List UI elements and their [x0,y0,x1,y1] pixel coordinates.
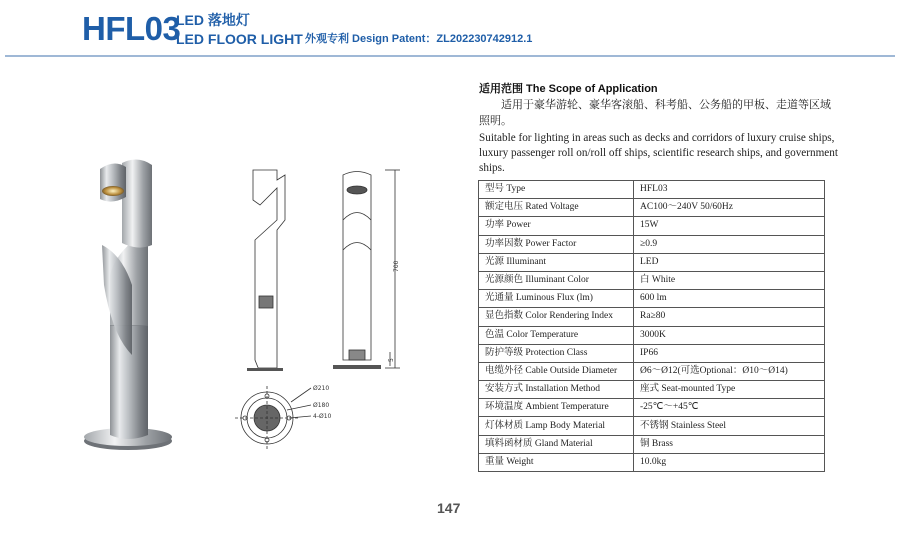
table-row [479,399,825,417]
table-row [479,326,825,344]
spec-label: 额定电压 Rated Voltage [479,199,634,217]
spec-label: 光源 Illuminant [479,253,634,271]
spec-value: IP66 [634,344,825,362]
spec-value: LED [634,253,825,271]
dim-holes-label: 4-Ø10 [313,413,332,420]
lamp-glow [102,186,124,196]
front-view-slant-lower [343,243,371,251]
front-view-slant [343,213,371,221]
spec-label: 光通量 Luminous Flux (lm) [479,290,634,308]
dim-small-label: 5 [388,358,395,362]
leader-holes [289,416,311,418]
spec-label: 防护等级 Protection Class [479,344,634,362]
spec-value: 不锈钢 Stainless Steel [634,417,825,435]
front-view-foot [333,365,381,369]
table-row [479,199,825,217]
spec-label: 光源颜色 Illuminant Color [479,271,634,289]
scope-section [479,82,839,176]
table-row [479,344,825,362]
side-view-connector [259,296,273,308]
table-row [479,453,825,471]
spec-label: 安装方式 Installation Method [479,381,634,399]
table-row [479,435,825,453]
leader-outer [291,388,311,402]
spec-table [478,180,825,472]
spec-value: HFL03 [634,181,825,199]
dim-mid-label: Ø180 [313,402,330,409]
dim-height-label: 700 [393,260,400,272]
page-number: 147 [437,500,461,516]
spec-label: 显色指数 Color Rendering Index [479,308,634,326]
table-row [479,235,825,253]
spec-value: AC100～240V 50/60Hz [634,199,825,217]
table-row [479,271,825,289]
scope-description-en: Suitable for lighting in areas such as decks and corridors of luxury cruise ships, luxury passenger roll on/roll off ships, scientific research ships, and government ships. [479,132,838,174]
spec-label: 功率 Power [479,217,634,235]
table-row [479,290,825,308]
spec-label: 电缆外径 Cable Outside Diameter [479,362,634,380]
product-title-zh: LED 落地灯 [176,12,250,28]
dim-outer-label: Ø210 [313,385,330,392]
table-row [479,381,825,399]
spec-label: 色温 Color Temperature [479,326,634,344]
table-row [479,217,825,235]
product-photo [82,155,174,455]
technical-drawing [225,160,425,460]
page-header [0,0,900,58]
table-row [479,181,825,199]
spec-value: 10.0kg [634,453,825,471]
table-row [479,362,825,380]
front-view-outline [343,172,371,361]
scope-heading: 适用范围 The Scope of Application [479,83,658,95]
spec-value: 座式 Seat-mounted Type [634,381,825,399]
front-view-lamp [347,186,367,194]
spec-value: Ra≥80 [634,308,825,326]
spec-label: 型号 Type [479,181,634,199]
spec-value: 白 White [634,271,825,289]
table-row [479,308,825,326]
spec-value: 3000K [634,326,825,344]
scope-description-zh: 适用于豪华游轮、豪华客滚船、科考船、公务船的甲板、走道等区域照明。 [479,98,831,127]
table-row [479,417,825,435]
spec-label: 填料函材质 Gland Material [479,435,634,453]
model-number: HFL03 [82,10,181,47]
spec-label: 重量 Weight [479,453,634,471]
design-patent: 外观专利 Design Patent：ZL202230742912.1 [305,33,533,45]
spec-value: 铜 Brass [634,435,825,453]
header-divider [5,55,895,57]
spec-label: 环境温度 Ambient Temperature [479,399,634,417]
spec-value: Ø6～Ø12(可选Optional：Ø10～Ø14) [634,362,825,380]
table-row [479,253,825,271]
spec-value: 600 lm [634,290,825,308]
spec-label: 灯体材质 Lamp Body Material [479,417,634,435]
product-title-en: LED FLOOR LIGHT [176,31,303,47]
upper-column [122,159,152,247]
spec-value: -25℃～+45℃ [634,399,825,417]
side-view-outline [253,170,285,370]
spec-label: 功率因数 Power Factor [479,235,634,253]
front-view-box [349,350,365,360]
spec-value: 15W [634,217,825,235]
spec-value: ≥0.9 [634,235,825,253]
side-view-foot [247,368,283,371]
